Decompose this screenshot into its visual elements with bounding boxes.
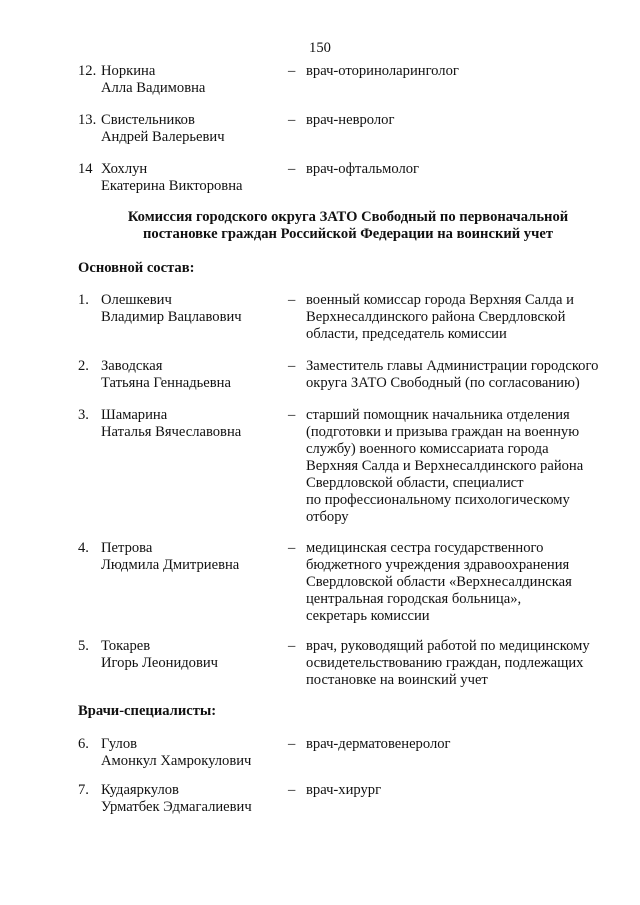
role-line: врач-оториноларинголог: [306, 63, 459, 79]
commission-title-line: Комиссия городского округа ЗАТО Свободный по первоначальной: [127, 209, 569, 225]
person-name: [101, 63, 291, 97]
role-line: области, председатель комиссии: [306, 326, 507, 342]
role-line: отбору: [306, 509, 349, 525]
role-line: Свердловской области «Верхнесалдинская: [306, 574, 572, 590]
item-number: 5.: [78, 638, 89, 654]
person-name: [101, 161, 291, 195]
role-line: освидетельствованию граждан, подлежащих: [306, 655, 584, 671]
person-name: [101, 782, 291, 816]
role: [306, 540, 618, 625]
item-number: 7.: [78, 782, 89, 798]
surname: Заводская: [101, 358, 163, 374]
dash: –: [288, 63, 296, 79]
given-names: Владимир Вацлавович: [101, 309, 242, 325]
item-number: 6.: [78, 736, 89, 752]
role-line: врач-дерматовенеролог: [306, 736, 451, 752]
dash: –: [288, 782, 296, 798]
role-line: старший помощник начальника отделения: [306, 407, 570, 423]
role-line: центральная городская больница»,: [306, 591, 522, 607]
role: [306, 782, 618, 799]
role-line: врач-невролог: [306, 112, 395, 128]
role: [306, 407, 618, 526]
role-line: Свердловской области, специалист: [306, 475, 524, 491]
role: [306, 292, 618, 343]
dash: –: [288, 540, 296, 556]
dash: –: [288, 112, 296, 128]
role-line: (подготовки и призыва граждан на военную: [306, 424, 580, 440]
person-name: [101, 540, 291, 574]
role-line: Верхнесалдинского района Свердловской: [306, 309, 566, 325]
item-number: 2.: [78, 358, 89, 374]
dash: –: [288, 358, 296, 374]
given-names: Игорь Леонидович: [101, 655, 219, 671]
surname: Норкина: [101, 63, 156, 79]
surname: Гулов: [101, 736, 138, 752]
role-line: бюджетного учреждения здравоохранения: [306, 557, 570, 573]
surname: Хохлун: [101, 161, 148, 177]
role-line: постановке на воинский учет: [306, 672, 488, 688]
role-line: по профессиональному психологическому: [306, 492, 570, 508]
specialists-heading: Врачи-специалисты:: [78, 703, 217, 719]
person-name: [101, 112, 291, 146]
role: [306, 161, 618, 178]
role: [306, 638, 618, 689]
given-names: Татьяна Геннадьевна: [101, 375, 231, 391]
main-composition-heading: Основной состав:: [78, 260, 195, 276]
given-names: Амонкул Хамрокулович: [101, 753, 252, 769]
role: [306, 736, 618, 753]
given-names: Людмила Дмитриевна: [101, 557, 240, 573]
role-line: врач-хирург: [306, 782, 382, 798]
dash: –: [288, 161, 296, 177]
commission-title-line: постановке граждан Российской Федерации на воинский учет: [143, 226, 553, 242]
item-number: 14: [78, 161, 93, 177]
role-line: Заместитель главы Администрации городского: [306, 358, 599, 374]
given-names: Наталья Вячеславовна: [101, 424, 242, 440]
given-names: Алла Вадимовна: [101, 80, 206, 96]
dash: –: [288, 638, 296, 654]
dash: –: [288, 736, 296, 752]
role-line: медицинская сестра государственного: [306, 540, 544, 556]
item-number: 1.: [78, 292, 89, 308]
page-number: 150: [309, 40, 331, 56]
role: [306, 63, 618, 80]
person-name: [101, 292, 291, 326]
commission-title: [78, 209, 618, 243]
person-name: [101, 358, 291, 392]
person-name: [101, 736, 291, 770]
surname: Петрова: [101, 540, 153, 556]
given-names: Урматбек Эдмагалиевич: [101, 799, 252, 815]
role-line: округа ЗАТО Свободный (по согласованию): [306, 375, 580, 391]
role-line: военный комиссар города Верхняя Салда и: [306, 292, 574, 308]
given-names: Андрей Валерьевич: [101, 129, 225, 145]
role-line: службу) военного комиссариата города: [306, 441, 549, 457]
surname: Кудаяркулов: [101, 782, 179, 798]
surname: Шамарина: [101, 407, 168, 423]
role: [306, 112, 618, 129]
role-line: секретарь комиссии: [306, 608, 430, 624]
item-number: 4.: [78, 540, 89, 556]
person-name: [101, 638, 291, 672]
role-line: Верхняя Салда и Верхнесалдинского района: [306, 458, 584, 474]
surname: Токарев: [101, 638, 151, 654]
person-name: [101, 407, 291, 441]
given-names: Екатерина Викторовна: [101, 178, 243, 194]
surname: Олешкевич: [101, 292, 172, 308]
role-line: врач, руководящий работой по медицинскому: [306, 638, 590, 654]
dash: –: [288, 292, 296, 308]
item-number: 3.: [78, 407, 89, 423]
item-number: 12.: [78, 63, 97, 79]
role-line: врач-офтальмолог: [306, 161, 420, 177]
surname: Свистельников: [101, 112, 195, 128]
dash: –: [288, 407, 296, 423]
item-number: 13.: [78, 112, 97, 128]
role: [306, 358, 618, 392]
